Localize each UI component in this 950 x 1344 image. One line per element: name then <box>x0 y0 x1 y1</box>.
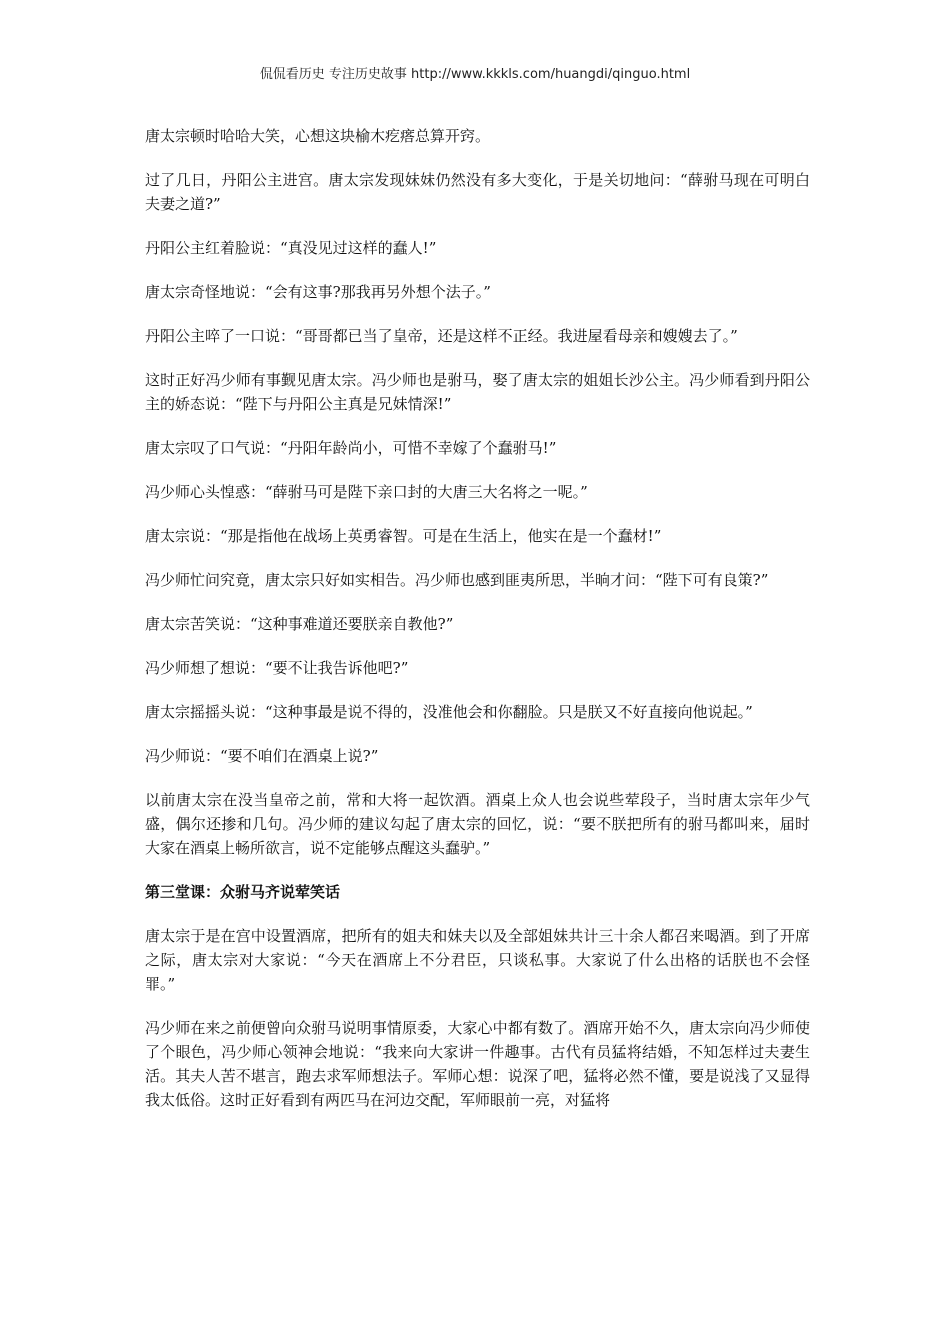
paragraph: 唐太宗奇怪地说：“会有这事?那我再另外想个法子。” <box>145 283 491 301</box>
paragraph: 冯少师想了想说：“要不让我告诉他吧?” <box>145 659 409 677</box>
paragraph: 唐太宗说：“那是指他在战场上英勇睿智。可是在生活上，他实在是一个蠢材!” <box>145 527 662 545</box>
page-header: 侃侃看历史 专注历史故事 http://www.kkkls.com/huangdi/qinguo.html <box>259 67 691 82</box>
paragraph: 这时正好冯少师有事觐见唐太宗。冯少师也是驸马，娶了唐太宗的姐姐长沙公主。冯少师看到丹阳公主的娇态说：“陛下与丹阳公主真是兄妹情深!” <box>145 371 810 413</box>
paragraph: 冯少师在来之前便曾向众驸马说明事情原委，大家心中都有数了。酒席开始不久，唐太宗向冯少师使了个眼色，冯少师心领神会地说：“我来向大家讲一件趣事。古代有员猛将结婚，不知怎样过夫妻生活。其夫人苦不堪言，跑去求军师想法子。军师心想：说深了吧，猛将必然不懂，要是说浅了又显得我太低俗。这时正好看到有两匹马在河边交配，军师眼前一亮，对猛将 <box>145 1019 810 1109</box>
paragraph: 唐太宗于是在宫中设置酒席，把所有的姐夫和妹夫以及全部姐妹共计三十余人都召来喝酒。到了开席之际，唐太宗对大家说：“今天在酒席上不分君臣，只谈私事。大家说了什么出格的话朕也不会怪罪。” <box>145 927 810 993</box>
paragraph: 冯少师心头惶惑：“薛驸马可是陛下亲口封的大唐三大名将之一呢。” <box>145 483 588 501</box>
paragraph: 冯少师说：“要不咱们在酒桌上说?” <box>145 747 379 765</box>
paragraph: 以前唐太宗在没当皇帝之前，常和大将一起饮酒。酒桌上众人也会说些荤段子，当时唐太宗年少气盛，偶尔还掺和几句。冯少师的建议勾起了唐太宗的回忆，说：“要不朕把所有的驸马都叫来，届时大家在酒桌上畅所欲言，说不定能够点醒这头蠢驴。” <box>145 791 810 857</box>
paragraph: 丹阳公主红着脸说：“真没见过这样的蠢人!” <box>145 239 437 257</box>
paragraph: 唐太宗苦笑说：“这种事难道还要朕亲自教他?” <box>145 615 454 633</box>
paragraph: 过了几日，丹阳公主进宫。唐太宗发现妹妹仍然没有多大变化，于是关切地问：“薛驸马现在可明白夫妻之道?” <box>145 171 810 213</box>
paragraph: 唐太宗顿时哈哈大笑，心想这块榆木疙瘩总算开窍。 <box>145 127 491 145</box>
paragraph: 唐太宗摇摇头说：“这种事最是说不得的，没准他会和你翻脸。只是朕又不好直接向他说起。” <box>145 703 753 721</box>
paragraph: 冯少师忙问究竟，唐太宗只好如实相告。冯少师也感到匪夷所思，半晌才问：“陛下可有良策?” <box>145 571 769 589</box>
section-heading: 第三堂课：众驸马齐说荤笑话 <box>145 883 341 901</box>
document-body <box>145 124 810 1132</box>
paragraph: 丹阳公主啐了一口说：“哥哥都已当了皇帝，还是这样不正经。我进屋看母亲和嫂嫂去了。” <box>145 327 738 345</box>
paragraph: 唐太宗叹了口气说：“丹阳年龄尚小，可惜不幸嫁了个蠢驸马!” <box>145 439 557 457</box>
